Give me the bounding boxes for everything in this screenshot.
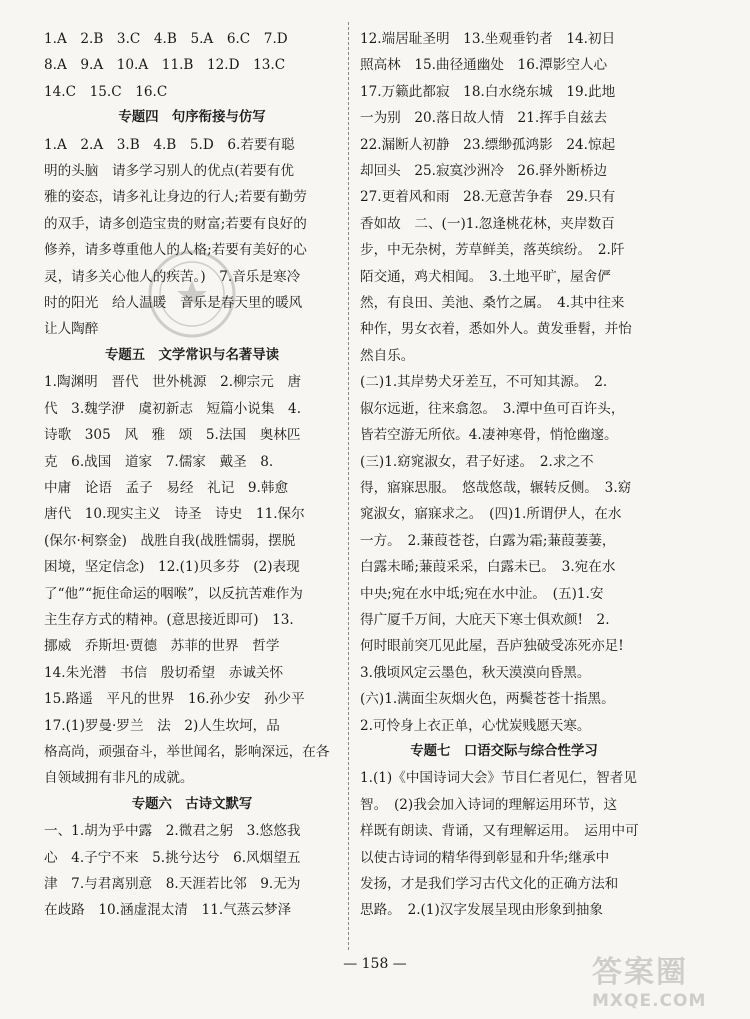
stamp-seal-icon <box>146 248 238 340</box>
right-text-line: 样既有朗读、背诵，又有理解运用。 运用中可 <box>360 823 639 840</box>
right-text-line: 1.(1)《中国诗词大会》节目仁者见仁，智者见 <box>360 770 637 787</box>
right-text-line: 陌交通，鸡犬相闻。 3.土地平旷，屋舍俨 <box>360 268 611 285</box>
watermark-url: MXQE.COM <box>592 991 707 1011</box>
right-text-line: 窕淑女，寤寐求之。 (四)1.所谓伊人，在水 <box>360 506 622 523</box>
left-text-line: 在歧路 10.涵虚混太清 11.气蒸云梦泽 <box>44 902 292 919</box>
right-text-line: 智。 (2)我会加入诗词的理解运用环节，这 <box>360 796 618 813</box>
right-text-line: 香如故 二、(一)1.忽逢桃花林，夹岸数百 <box>360 215 615 232</box>
left-text-line: 1.A 2.B 3.C 4.B 5.A 6.C 7.D <box>44 31 288 47</box>
left-text-line: 主生存方式的精神。(意思接近即可) 13. <box>44 611 294 628</box>
left-section-heading: 专题五 文学常识与名著导读 <box>104 347 280 363</box>
right-text-line: 12.端居耻圣明 13.坐观垂钓者 14.初日 <box>360 31 616 47</box>
right-text-line: 发扬，才是我们学习古代文化的正确方法和 <box>360 876 619 892</box>
left-text-line: 一、1.胡为乎中露 2.微君之躬 3.悠悠我 <box>44 823 301 840</box>
left-text-line: 诗歌 305 风 雅 颂 5.法国 奥林匹 <box>44 427 301 444</box>
right-text-line: 一为别 20.落日故人情 21.挥手自兹去 <box>360 110 608 127</box>
left-text-line: 津 7.与君离别意 8.天涯若比邻 9.无为 <box>44 876 301 892</box>
right-text-line: 得广厦千万间，大庇天下寒士俱欢颜! 2. <box>360 611 610 628</box>
watermark-logo <box>592 947 742 1013</box>
right-text-line: 种作，男女衣着，悉如外人。黄发垂髫，并怡 <box>360 321 632 338</box>
right-text-line: 17.万籁此都寂 18.白水绕东城 19.此地 <box>360 83 616 100</box>
left-text-line: 心 4.子宁不来 5.挑兮达兮 6.风烟望五 <box>44 849 301 866</box>
right-text-line: 思路。 2.(1)汉字发展呈现由形象到抽象 <box>360 902 603 919</box>
left-text-line: 1.陶渊明 晋代 世外桃源 2.柳宗元 唐 <box>44 374 302 391</box>
left-text-line: 时的阳光 给人温暖 音乐是春天里的暖风 <box>44 295 303 312</box>
left-section-heading: 专题四 句序衔接与仿写 <box>118 110 266 126</box>
left-text-line: 了“他”“扼住命运的咽喉”，以反抗苦难作为 <box>44 585 303 602</box>
left-text-line: 困境，坚定信念) 12.(1)贝多芬 (2)表现 <box>44 559 300 576</box>
left-text-line: 让人陶醉 <box>44 321 99 338</box>
right-text-line: 白露未晞;蒹葭采采，白露未已。 3.宛在水 <box>360 559 616 576</box>
right-text-line: 2.可怜身上衣正单，心忧炭贱愿天寒。 <box>360 717 591 734</box>
right-text-line: (二)1.其岸势犬牙差互，不可知其源。 2. <box>360 374 608 391</box>
right-text-line: 何时眼前突兀见此屋，吾庐独破受冻死亦足! <box>360 638 624 655</box>
left-column <box>44 26 340 924</box>
left-text-line: 17.(1)罗曼·罗兰 法 2)人生坎坷，品 <box>44 717 280 734</box>
left-text-line: 灵，请多关心他人的疾苦。) 7.音乐是寒冷 <box>44 268 301 285</box>
left-text-line: 挪威 乔斯坦·贾德 苏菲的世界 哲学 <box>44 638 280 655</box>
left-text-line: 中庸 论语 孟子 易经 礼记 9.韩愈 <box>44 479 289 496</box>
left-text-line: 14.C 15.C 16.C <box>44 83 168 100</box>
right-text-line: (六)1.满面尘灰烟火色，两鬓苍苍十指黑。 <box>360 691 615 708</box>
right-text-line: 3.俄顷风定云墨色，秋天漠漠向昏黑。 <box>360 664 591 681</box>
left-text-line: 14.朱光潜 书信 殷切希望 赤诚关怀 <box>44 664 284 681</box>
left-text-line: 修养，请多尊重他人的人格;若要有美好的心 <box>44 242 307 259</box>
left-text-line: 的双手，请多创造宝贵的财富;若要有良好的 <box>44 215 307 232</box>
right-text-line: 22.漏断人初静 23.缥缈孤鸿影 24.惊起 <box>360 136 616 153</box>
right-text-line: 一方。 2.蒹葭苍苍，白露为霜;蒹葭萋萋， <box>360 532 616 549</box>
left-text-line: 克 6.战国 道家 7.儒家 戴圣 8. <box>44 453 274 470</box>
right-text-line: 中央;宛在水中坻;宛在水中沚。 (五)1.安 <box>360 585 604 602</box>
right-text-line: 27.更着风和雨 28.无意苦争春 29.只有 <box>360 189 616 206</box>
right-column <box>360 26 648 924</box>
right-text-line: 步，中无杂树，芳草鲜美，落英缤纷。 2.阡 <box>360 242 625 259</box>
right-text-line: 俶尔远逝，往来翕忽。 3.潭中鱼可百许头， <box>360 400 625 417</box>
right-section-heading: 专题七 口语交际与综合性学习 <box>410 743 598 759</box>
left-text-line: (保尔·柯察金) 战胜自我(战胜懦弱，摆脱 <box>44 532 296 549</box>
page-number: — 158 — <box>343 956 407 972</box>
left-text-line: 1.A 2.A 3.B 4.B 5.D 6.若要有聪 <box>44 136 295 153</box>
left-section-heading: 专题六 古诗文默写 <box>131 796 253 812</box>
right-text-line: 以使古诗词的精华得到彰显和升华;继承中 <box>360 849 610 866</box>
right-text-line: 却回头 25.寂寞沙洲冷 26.驿外断桥边 <box>360 163 608 180</box>
left-text-line: 8.A 9.A 10.A 11.B 12.D 13.C <box>44 57 286 74</box>
left-text-line: 唐代 10.现实主义 诗圣 诗史 11.保尔 <box>44 506 305 523</box>
watermark-text: 答案圈 <box>592 955 688 990</box>
right-text-line: 得，寤寐思服。 悠哉悠哉，辗转反侧。 3.窈 <box>360 479 632 496</box>
left-text-line: 自领域拥有非凡的成就。 <box>44 770 194 787</box>
right-text-line: 照高林 15.曲径通幽处 16.潭影空人心 <box>360 57 608 74</box>
right-text-line: 皆若空游无所依。4.凄神寒骨，悄怆幽邃。 <box>360 427 618 444</box>
left-text-line: 格高尚，顽强奋斗，举世闻名，影响深远，在各 <box>44 743 330 760</box>
right-text-line: 然，有良田、美池、桑竹之属。 4.其中往来 <box>360 295 625 312</box>
left-text-line: 雅的姿态，请多礼让身边的行人;若要有勤劳 <box>44 189 307 206</box>
left-text-line: 15.路遥 平凡的世界 16.孙少安 孙少平 <box>44 691 305 708</box>
right-text-line: (三)1.窈窕淑女，君子好逑。 2.求之不 <box>360 453 594 470</box>
left-text-line: 代 3.魏学洢 虞初新志 短篇小说集 4. <box>44 400 302 417</box>
right-text-line: 然自乐。 <box>360 347 415 364</box>
left-text-line: 明的头脑 请多学习别人的优点(若要有优 <box>44 163 294 180</box>
column-divider <box>348 22 349 950</box>
